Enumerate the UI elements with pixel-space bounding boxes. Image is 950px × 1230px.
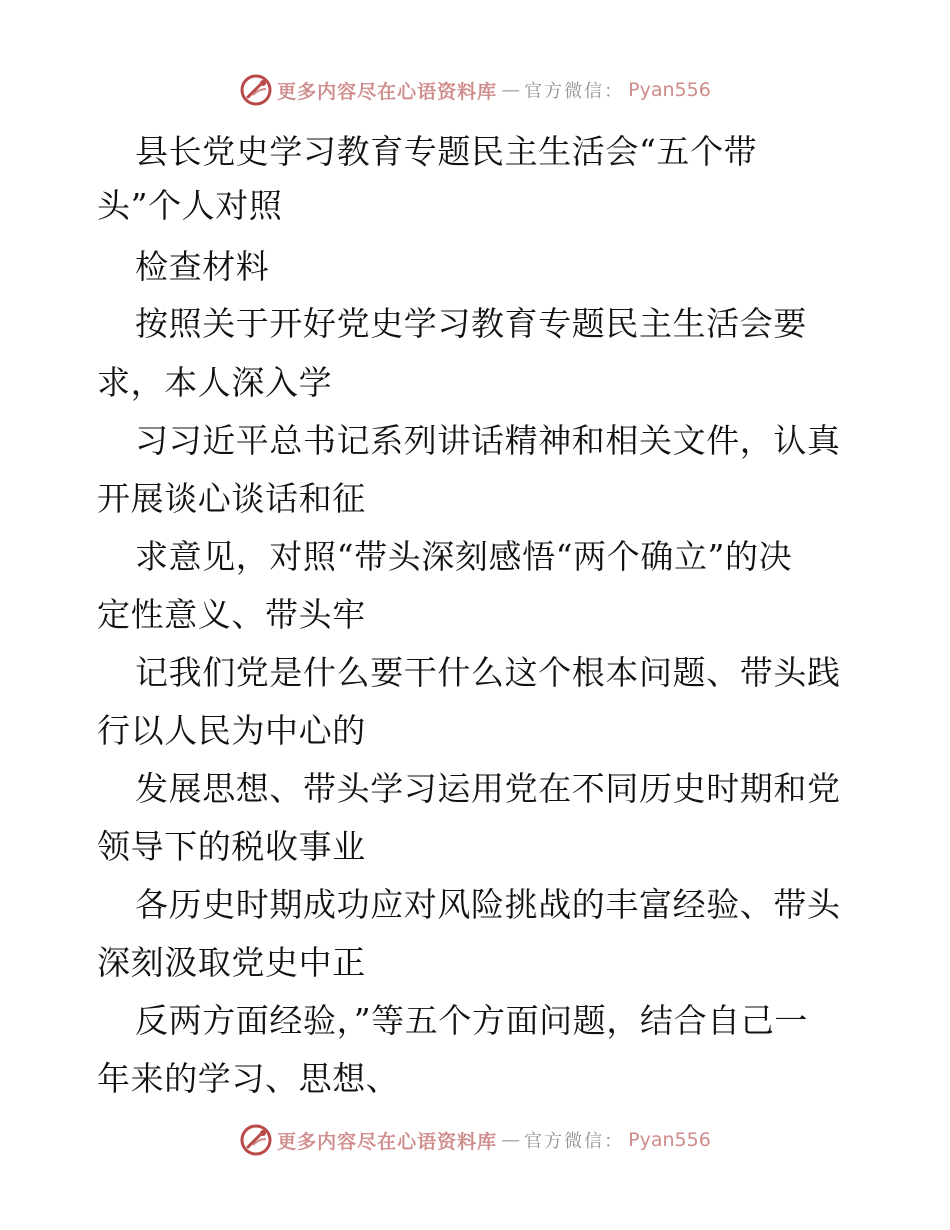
body-line-4: 开展谈心谈话和征 — [97, 479, 366, 518]
watermark-wechat-label: 官方微信： — [524, 81, 625, 102]
brand-logo-icon — [239, 1123, 273, 1157]
body-line-3: 习习近平总书记系列讲话精神和相关文件，认真 — [135, 421, 841, 460]
body-line-9: 发展思想、带头学习运用党在不同历史时期和党 — [135, 769, 841, 808]
body-line-5: 求意见，对照“带头深刻感悟“两个确立”的决 — [135, 537, 793, 576]
watermark-site-text: 更多内容尽在心语资料库 — [277, 1130, 498, 1153]
body-line-6: 定性意义、带头牢 — [97, 595, 366, 634]
footer-watermark — [0, 1120, 950, 1160]
watermark-site-text: 更多内容尽在心语资料库 — [277, 80, 498, 103]
body-line-10: 领导下的税收事业 — [97, 827, 366, 866]
title-line-2: 头”个人对照 — [97, 186, 283, 225]
watermark-wechat-id: Pyan556 — [628, 1129, 711, 1151]
body-line-8: 行以人民为中心的 — [97, 711, 366, 750]
watermark-wechat-label: 官方微信： — [524, 1131, 625, 1152]
body-line-11: 各历史时期成功应对风险挑战的丰富经验、带头 — [135, 885, 841, 924]
title-line-1: 县长党史学习教育专题民主生活会“五个带 — [135, 132, 758, 171]
watermark-separator: — — [501, 1129, 521, 1151]
body-line-12: 深刻汲取党史中正 — [97, 943, 366, 982]
body-line-13: 反两方面经验，”等五个方面问题，结合自己一 — [135, 1001, 808, 1040]
body-line-2: 求，本人深入学 — [97, 363, 333, 402]
title-line-3: 检查材料 — [135, 247, 270, 286]
body-line-7: 记我们党是什么要干什么这个根本问题、带头践 — [135, 653, 841, 692]
watermark-wechat-id: Pyan556 — [628, 79, 711, 101]
body-line-14: 年来的学习、思想、 — [97, 1059, 400, 1098]
body-line-1: 按照关于开好党史学习教育专题民主生活会要 — [135, 304, 807, 343]
watermark-separator: — — [501, 79, 521, 101]
